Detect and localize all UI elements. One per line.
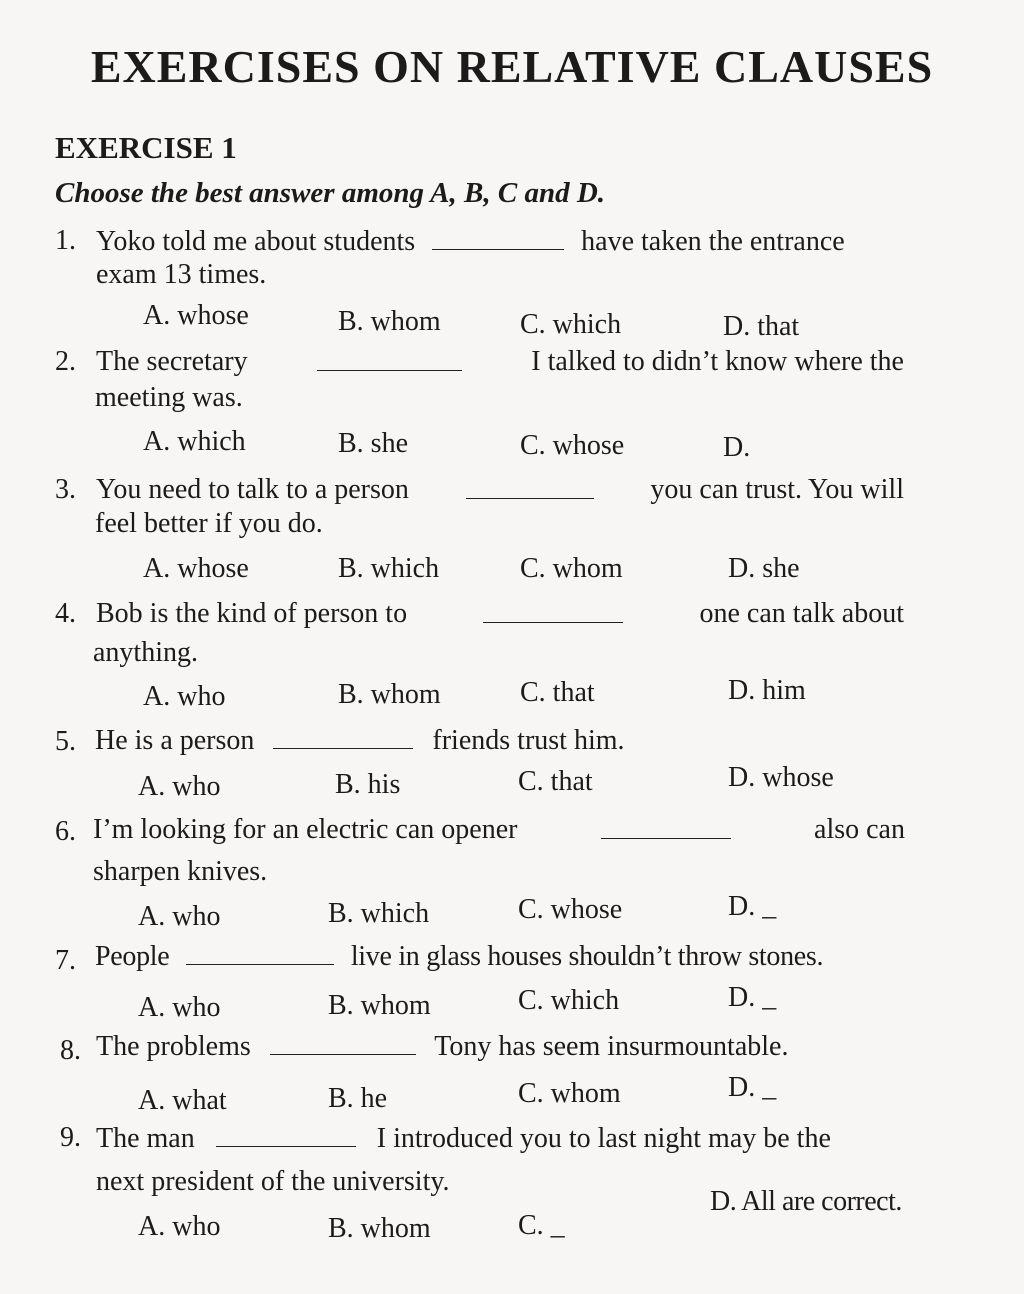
option-d[interactable]: D. All are correct.: [710, 1186, 902, 1217]
question-number: 8.: [60, 1035, 81, 1066]
question-text-before: The secretary: [96, 346, 248, 377]
question-text: [96, 346, 904, 378]
answer-blank[interactable]: [317, 346, 462, 371]
question-text: [93, 814, 905, 846]
option-d[interactable]: D. him: [728, 675, 806, 706]
question-text: [96, 1030, 788, 1063]
question-text-before: Yoko told me about students: [96, 226, 416, 257]
question-text-before: Bob is the kind of person to: [96, 598, 408, 629]
answer-blank[interactable]: [273, 724, 413, 749]
option-d[interactable]: D. whose: [728, 762, 834, 793]
page-title: EXERCISES ON RELATIVE CLAUSES: [90, 41, 934, 92]
question-number: 2.: [55, 346, 76, 377]
question-text-before: People: [95, 941, 170, 972]
question-text: [95, 940, 823, 973]
option-b[interactable]: B. she: [338, 428, 408, 459]
option-b[interactable]: B. his: [335, 769, 401, 800]
question-text-after: also can: [814, 814, 905, 845]
question-text: [96, 598, 904, 630]
option-a[interactable]: A. whose: [143, 300, 249, 331]
question-text-continued: meeting was.: [95, 382, 243, 413]
question-text-continued: sharpen knives.: [93, 856, 268, 887]
option-a[interactable]: A. what: [138, 1085, 227, 1116]
option-d[interactable]: D. that: [723, 311, 800, 342]
question-number: 3.: [55, 474, 76, 505]
option-b[interactable]: B. which: [328, 898, 430, 929]
answer-blank[interactable]: [432, 225, 564, 250]
question-text-after: have taken the entrance: [581, 226, 845, 257]
instruction-text: Choose the best answer among A, B, C and D.: [55, 177, 606, 209]
question-text-before: The man: [96, 1123, 195, 1154]
option-b[interactable]: B. whom: [338, 679, 441, 710]
question-number: 7.: [55, 945, 76, 976]
option-c[interactable]: C. that: [518, 766, 593, 797]
option-a[interactable]: A. whose: [143, 553, 249, 584]
question-text: [95, 724, 625, 757]
option-a[interactable]: A. who: [143, 681, 226, 712]
question-text-before: You need to talk to a person: [96, 474, 409, 505]
question-text: [96, 474, 904, 506]
question-text-after: I introduced you to last night may be the: [376, 1123, 831, 1154]
question-text-after: you can trust. You will: [650, 474, 904, 505]
option-a[interactable]: A. who: [138, 992, 221, 1023]
question-text-before: He is a person: [95, 725, 255, 756]
option-b[interactable]: B. he: [328, 1083, 388, 1114]
exercise-heading: EXERCISE 1: [55, 130, 237, 165]
option-c[interactable]: C. whom: [520, 553, 623, 584]
answer-blank[interactable]: [601, 814, 731, 839]
question-text-after: I talked to didn’t know where the: [531, 346, 904, 377]
option-d[interactable]: D.: [723, 432, 751, 463]
option-c[interactable]: C. that: [520, 677, 595, 708]
option-b[interactable]: B. whom: [338, 306, 441, 337]
option-a[interactable]: A. who: [138, 771, 221, 802]
question-text-continued: feel better if you do.: [95, 508, 323, 539]
question-number: 1.: [55, 225, 76, 256]
option-c[interactable]: C. _: [518, 1210, 565, 1241]
option-d[interactable]: D. she: [728, 553, 800, 584]
option-a[interactable]: A. who: [138, 1211, 221, 1242]
question-number: 4.: [55, 598, 76, 629]
question-number: 9.: [60, 1122, 81, 1153]
option-d[interactable]: D. _: [728, 891, 777, 922]
question-text-continued: exam 13 times.: [96, 259, 267, 290]
question-text-before: I’m looking for an electric can opener: [93, 814, 518, 845]
question-number: 6.: [55, 816, 76, 847]
answer-blank[interactable]: [483, 598, 623, 623]
question-text-continued: next president of the university.: [96, 1166, 450, 1197]
answer-blank[interactable]: [270, 1030, 416, 1055]
answer-blank[interactable]: [216, 1122, 356, 1147]
option-c[interactable]: C. whom: [518, 1078, 621, 1109]
option-c[interactable]: C. which: [520, 309, 622, 340]
option-c[interactable]: C. which: [518, 985, 620, 1016]
option-b[interactable]: B. which: [338, 553, 440, 584]
option-a[interactable]: A. who: [138, 901, 221, 932]
question-text-after: friends trust him.: [432, 725, 625, 756]
question-text: [96, 1122, 831, 1155]
option-b[interactable]: B. whom: [328, 990, 431, 1021]
question-text-after: Tony has seem insurmountable.: [434, 1031, 789, 1062]
option-c[interactable]: C. whose: [520, 430, 625, 461]
option-a[interactable]: A. which: [143, 426, 246, 457]
answer-blank[interactable]: [466, 474, 594, 499]
answer-blank[interactable]: [186, 940, 334, 965]
question-text-continued: anything.: [93, 637, 198, 668]
question-text-after: one can talk about: [699, 598, 904, 629]
option-d[interactable]: D. _: [728, 982, 777, 1013]
question-text-after: live in glass houses shouldn’t throw stones.: [350, 941, 824, 972]
option-d[interactable]: D. _: [728, 1072, 777, 1103]
option-b[interactable]: B. whom: [328, 1213, 431, 1244]
option-c[interactable]: C. whose: [518, 894, 623, 925]
question-number: 5.: [55, 726, 76, 757]
question-text: [96, 225, 845, 258]
question-text-before: The problems: [96, 1031, 251, 1062]
